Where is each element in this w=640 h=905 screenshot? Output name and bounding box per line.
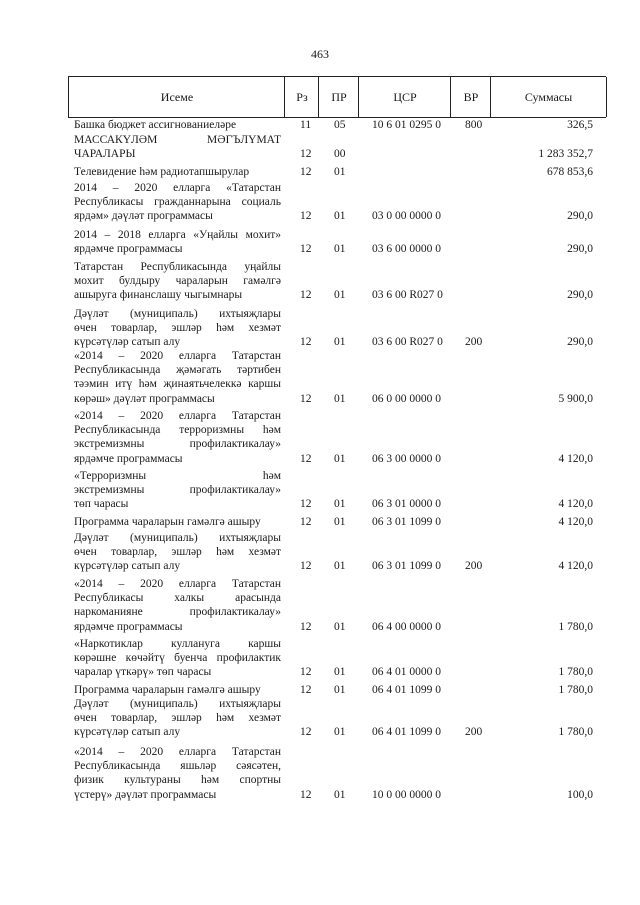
table-row: [0, 577, 640, 634]
row-name-line: Республикасы гражданнарына социаль: [74, 196, 281, 209]
row-name-line: өчен товарлар, эшләр һәм хезмәт: [74, 712, 281, 725]
row-name-line: өчен товарлар, эшләр һәм хезмәт: [74, 546, 281, 559]
cell-csr: 06 3 01 1099 0: [372, 515, 441, 528]
row-name-line: Дәүләт (муниципаль) ихтыяҗлары: [74, 532, 281, 544]
cell-csr: 03 6 00 0000 0: [372, 243, 441, 256]
row-name-line: тәэмин итү һәм җинаятьчелеккә каршы: [74, 378, 281, 391]
cell-csr: 03 6 00 R027 0: [372, 336, 443, 349]
cell-amount: 290,0: [567, 243, 593, 256]
cell-pr: 05: [334, 118, 346, 131]
row-name-line: Дәүләт (муниципаль) ихтыяҗлары: [74, 308, 281, 320]
cell-pr: 01: [334, 243, 346, 256]
row-name-line: чаралар үткәрү» төп чарасы: [74, 666, 212, 679]
header-rz: Рз: [284, 77, 319, 117]
row-name-line: үстерү» дәүләт программасы: [74, 788, 217, 801]
table-row: [0, 515, 640, 529]
header-vr: ВР: [450, 77, 491, 117]
row-name: [74, 469, 281, 512]
row-name-line: «2014 – 2020 елларга Татарстан: [74, 578, 281, 590]
row-name-line: күрсәтүләр сатып алу: [74, 726, 181, 739]
cell-rz: 12: [300, 165, 312, 178]
row-name: [74, 745, 281, 802]
row-name-line: көрәш» дәүләт программасы: [74, 392, 215, 405]
row-name: [74, 133, 281, 161]
row-name-line: ярдәмче программасы: [74, 620, 183, 633]
header-name: Исеме: [68, 77, 285, 117]
cell-pr: 01: [334, 560, 346, 573]
row-name: [74, 165, 281, 179]
row-name: [74, 181, 281, 224]
cell-pr: 01: [334, 788, 346, 801]
row-name: [74, 577, 281, 634]
cell-amount: 4 120,0: [558, 515, 593, 528]
row-name: [74, 683, 281, 697]
row-name-line: «2014 – 2020 елларга Татарстан: [74, 746, 281, 758]
cell-amount: 290,0: [567, 210, 593, 223]
cell-csr: 06 4 01 1099 0: [372, 683, 441, 696]
cell-vr: 200: [465, 560, 483, 573]
cell-rz: 12: [300, 666, 312, 679]
row-name-line: мохит булдыру чараларын гамәлгә: [74, 275, 281, 288]
header-amount: Суммасы: [490, 77, 607, 117]
cell-rz: 12: [300, 498, 312, 511]
row-name-line: ярдәмче программасы: [74, 243, 183, 256]
cell-csr: 06 3 01 0000 0: [372, 498, 441, 511]
row-name-line: физик культураны һәм спортны: [74, 774, 281, 787]
table-row: [0, 469, 640, 512]
row-name-line: «Наркотиклар куллануга каршы: [74, 638, 281, 650]
row-name-line: «Терроризмны һәм: [74, 470, 281, 482]
header-csr: ЦСР: [358, 77, 451, 117]
cell-amount: 678 853,6: [547, 165, 593, 178]
row-name-line: экстремизмны профилактикалау»: [74, 438, 281, 451]
cell-csr: 10 6 01 0295 0: [372, 118, 441, 131]
page-number: 463: [311, 47, 329, 61]
row-name-line: 2014 – 2018 елларга «Уңайлы мохит»: [74, 229, 281, 241]
row-name: [74, 307, 281, 350]
cell-amount: 4 120,0: [558, 498, 593, 511]
cell-rz: 12: [300, 243, 312, 256]
cell-pr: 01: [334, 165, 346, 178]
table-row: [0, 118, 640, 132]
cell-rz: 12: [300, 726, 312, 739]
cell-csr: 06 4 00 0000 0: [372, 620, 441, 633]
row-name-line: Республикасында җәмәгать тәртибен: [74, 364, 281, 377]
cell-csr: 06 4 01 0000 0: [372, 666, 441, 679]
row-name-line: Республикасында терроризмны һәм: [74, 424, 281, 437]
table-row: [0, 181, 640, 224]
cell-csr: 03 0 00 0000 0: [372, 210, 441, 223]
table-row: [0, 349, 640, 406]
table-header: [68, 76, 606, 118]
cell-amount: 1 780,0: [558, 666, 593, 679]
cell-pr: 01: [334, 210, 346, 223]
row-name-line: Программа чараларын гамәлгә ашыру: [74, 684, 261, 696]
table-row: [0, 637, 640, 680]
cell-amount: 5 900,0: [558, 392, 593, 405]
cell-csr: 06 3 01 1099 0: [372, 560, 441, 573]
cell-amount: 1 780,0: [558, 683, 593, 696]
row-name-line: ярдәм» дәүләт программасы: [74, 210, 213, 223]
cell-amount: 326,5: [567, 118, 593, 131]
row-name-line: ашыруга финанслашу чыгымнары: [74, 289, 243, 302]
cell-pr: 01: [334, 683, 346, 696]
row-name-line: күрсәтүләр сатып алу: [74, 560, 181, 573]
cell-csr: 03 6 00 R027 0: [372, 289, 443, 302]
row-name-line: төп чарасы: [74, 498, 129, 511]
row-name-line: өчен товарлар, эшләр һәм хезмәт: [74, 322, 281, 335]
row-name: [74, 118, 281, 132]
row-name-line: ЧАРАЛАРЫ: [74, 148, 136, 161]
table-row: [0, 165, 640, 179]
cell-pr: 01: [334, 289, 346, 302]
cell-amount: 1 780,0: [558, 726, 593, 739]
cell-rz: 12: [300, 452, 312, 465]
row-name-line: экстремизмны профилактикалау»: [74, 484, 281, 497]
row-name: [74, 697, 281, 740]
cell-pr: 01: [334, 515, 346, 528]
table-row: [0, 745, 640, 802]
cell-csr: 06 3 00 0000 0: [372, 452, 441, 465]
cell-pr: 01: [334, 452, 346, 465]
table-row: [0, 307, 640, 350]
cell-amount: 4 120,0: [558, 452, 593, 465]
cell-pr: 01: [334, 392, 346, 405]
cell-amount: 290,0: [567, 289, 593, 302]
row-name: [74, 349, 281, 406]
cell-pr: 01: [334, 336, 346, 349]
cell-pr: 01: [334, 620, 346, 633]
table-row: [0, 697, 640, 740]
row-name-line: 2014 – 2020 елларга «Татарстан: [74, 182, 281, 194]
row-name-line: Республикасында яшьләр сәясәтен,: [74, 760, 281, 773]
table-row: [0, 228, 640, 256]
row-name: [74, 531, 281, 574]
row-name-line: Республикасы халкы арасында: [74, 592, 281, 605]
row-name-line: күрсәтүләр сатып алу: [74, 336, 181, 349]
header-pr: ПР: [318, 77, 359, 117]
row-name: [74, 515, 281, 529]
cell-rz: 12: [300, 788, 312, 801]
cell-vr: 200: [465, 336, 483, 349]
cell-rz: 12: [300, 560, 312, 573]
row-name: [74, 637, 281, 680]
cell-csr: 06 4 01 1099 0: [372, 726, 441, 739]
row-name: [74, 260, 281, 303]
row-name: [74, 409, 281, 466]
row-name-line: ярдәмче программасы: [74, 452, 183, 465]
cell-rz: 12: [300, 148, 312, 161]
row-name-line: «2014 – 2020 елларга Татарстан: [74, 410, 281, 422]
cell-amount: 1 780,0: [558, 620, 593, 633]
cell-pr: 00: [334, 148, 346, 161]
table-row: [0, 683, 640, 697]
cell-pr: 01: [334, 666, 346, 679]
row-name-line: Татарстан Республикасында уңайлы: [74, 261, 281, 273]
cell-rz: 11: [300, 118, 312, 131]
row-name-line: Дәүләт (муниципаль) ихтыяҗлары: [74, 698, 281, 710]
cell-amount: 4 120,0: [558, 560, 593, 573]
cell-csr: 10 0 00 0000 0: [372, 788, 441, 801]
row-name: [74, 228, 281, 256]
row-name-line: Башка бюджет ассигнованиеләре: [74, 119, 237, 131]
table-row: [0, 133, 640, 161]
cell-rz: 12: [300, 515, 312, 528]
row-name-line: МАССАКҮЛӘМ МӘГЪЛҮМАТ: [74, 134, 281, 146]
cell-rz: 12: [300, 289, 312, 302]
cell-vr: 800: [465, 118, 483, 131]
cell-amount: 290,0: [567, 336, 593, 349]
table-row: [0, 409, 640, 466]
cell-rz: 12: [300, 392, 312, 405]
row-name-line: наркоманияне профилактикалау»: [74, 606, 281, 619]
cell-rz: 12: [300, 683, 312, 696]
cell-amount: 100,0: [567, 788, 593, 801]
cell-amount: 1 283 352,7: [538, 148, 593, 161]
cell-pr: 01: [334, 498, 346, 511]
table-row: [0, 260, 640, 303]
cell-pr: 01: [334, 726, 346, 739]
cell-csr: 06 0 00 0000 0: [372, 392, 441, 405]
row-name-line: Телевидение һәм радиотапшырулар: [74, 166, 250, 178]
cell-rz: 12: [300, 336, 312, 349]
cell-rz: 12: [300, 210, 312, 223]
cell-rz: 12: [300, 620, 312, 633]
row-name-line: көрәшне көчәйтү буенча профилактик: [74, 652, 281, 665]
row-name-line: «2014 – 2020 елларга Татарстан: [74, 350, 281, 362]
table-row: [0, 531, 640, 574]
row-name-line: Программа чараларын гамәлгә ашыру: [74, 516, 261, 528]
cell-vr: 200: [465, 726, 483, 739]
